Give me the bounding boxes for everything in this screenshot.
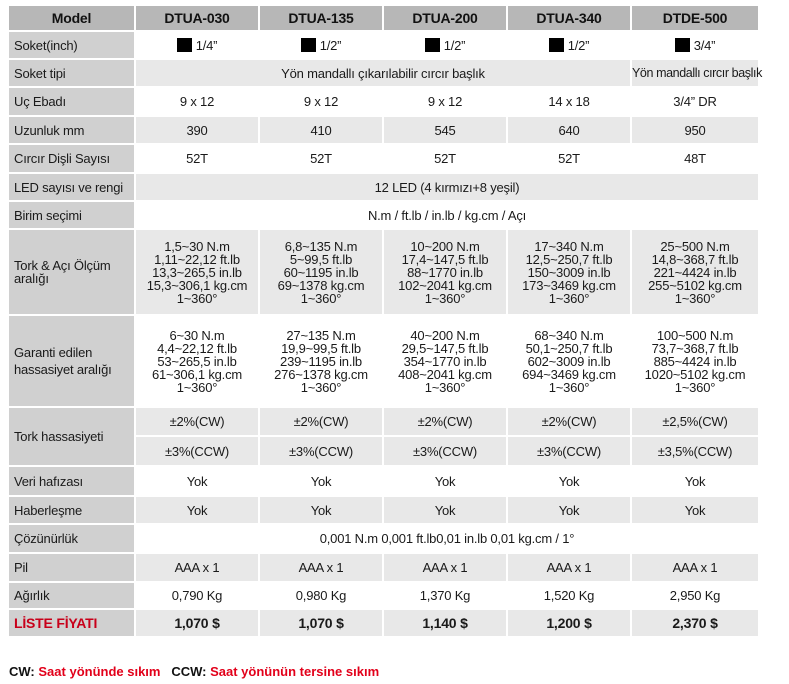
cell-value: 52T	[508, 145, 632, 174]
row-label: LED sayısı ve rengi	[9, 174, 136, 202]
price-value: 1,200 $	[508, 610, 632, 638]
cell-value: Yok	[136, 467, 260, 497]
row-soket-inch	[9, 32, 760, 60]
socket-size: 1/4”	[195, 38, 218, 53]
cell-value: Yok	[384, 467, 508, 497]
row-label: Tork hassasiyeti	[9, 408, 136, 467]
row-olcum	[9, 230, 760, 316]
row-haber	[9, 497, 760, 525]
cell-value: ±3%(CCW)	[260, 437, 384, 467]
row-birim	[9, 202, 760, 230]
row-fiyat	[9, 610, 760, 638]
row-cozunurluk	[9, 525, 760, 554]
cell-value: ±2%(CW)	[508, 408, 632, 437]
cell-value: 950	[632, 117, 760, 145]
price-value: 1,140 $	[384, 610, 508, 638]
range-cell: 27~135 N.m 19,9~99,5 ft.lb 239~1195 in.lb 276~1378 kg.cm 1~360°	[260, 316, 384, 408]
range-cell: 10~200 N.m 17,4~147,5 ft.lb 88~1770 in.lb 102~2041 kg.cm 1~360°	[384, 230, 508, 316]
socket-square-icon	[549, 38, 564, 52]
row-agirlik	[9, 583, 760, 610]
cell-value: Yok	[508, 497, 632, 525]
resolution-value: 0,001 N.m 0,001 ft.lb0,01 in.lb 0,01 kg.cm / 1°	[136, 525, 760, 554]
cell-value: ±3%(CCW)	[384, 437, 508, 467]
unit-value: N.m / ft.lb / in.lb / kg.cm / Açı	[136, 202, 760, 230]
row-label: Çözünürlük	[9, 525, 136, 554]
row-label: Uzunluk mm	[9, 117, 136, 145]
row-veri	[9, 467, 760, 497]
row-label: Pil	[9, 554, 136, 583]
legend	[9, 664, 379, 679]
cell-value: 9 x 12	[136, 88, 260, 117]
cell-value: 390	[136, 117, 260, 145]
spec-table	[9, 6, 760, 638]
row-label: Soket tipi	[9, 60, 136, 88]
row-label: Cırcır Dişli Sayısı	[9, 145, 136, 174]
cell-value: ±2,5%(CW)	[632, 408, 760, 437]
row-label: Garanti edilen	[14, 345, 93, 360]
row-label: Uç Ebadı	[9, 88, 136, 117]
legend-ccw-abbr: CCW:	[171, 664, 207, 679]
row-label: aralığı	[14, 271, 49, 286]
cell-value: 640	[508, 117, 632, 145]
cell-value: 0,980 Kg	[260, 583, 384, 610]
cell-value: 1,370 Kg	[384, 583, 508, 610]
model-header: Model	[9, 6, 136, 32]
cell-value: ±2%(CW)	[136, 408, 260, 437]
range-cell: 100~500 N.m 73,7~368,7 ft.lb 885~4424 in.lb 1020~5102 kg.cm 1~360°	[632, 316, 760, 408]
model-name: DTUA-030	[136, 6, 260, 32]
cell-value: AAA x 1	[632, 554, 760, 583]
cell-value: ±2%(CW)	[384, 408, 508, 437]
row-garanti	[9, 316, 760, 408]
legend-cw-text: Saat yönünde sıkım	[38, 664, 161, 679]
cell-value: ±3,5%(CCW)	[632, 437, 760, 467]
price-value: 2,370 $	[632, 610, 760, 638]
cell-value: AAA x 1	[136, 554, 260, 583]
range-cell: 68~340 N.m 50,1~250,7 ft.lb 602~3009 in.lb 694~3469 kg.cm 1~360°	[508, 316, 632, 408]
row-circir	[9, 145, 760, 174]
range-cell: 6,8~135 N.m 5~99,5 ft.lb 60~1195 in.lb 69~1378 kg.cm 1~360°	[260, 230, 384, 316]
row-tork-hass-cw	[9, 408, 760, 437]
socket-size: 3/4”	[693, 38, 716, 53]
model-name: DTUA-135	[260, 6, 384, 32]
legend-ccw-text: Saat yönünün tersine sıkım	[210, 664, 380, 679]
cell-value: Yok	[384, 497, 508, 525]
range-cell: 17~340 N.m 12,5~250,7 ft.lb 150~3009 in.lb 173~3469 kg.cm 1~360°	[508, 230, 632, 316]
cell-value: Yok	[136, 497, 260, 525]
socket-square-icon	[301, 38, 316, 52]
row-label: Haberleşme	[9, 497, 136, 525]
socket-type-value: Yön mandallı çıkarılabilir cırcır başlık	[136, 60, 632, 88]
cell-value: 48T	[632, 145, 760, 174]
cell-value: 0,790 Kg	[136, 583, 260, 610]
model-name: DTDE-500	[632, 6, 760, 32]
cell-value: 52T	[384, 145, 508, 174]
header-row	[9, 6, 760, 32]
cell-value: 9 x 12	[384, 88, 508, 117]
cell-value: 52T	[260, 145, 384, 174]
led-value: 12 LED (4 kırmızı+8 yeşil)	[136, 174, 760, 202]
cell-value: Yok	[260, 467, 384, 497]
cell-value: 545	[384, 117, 508, 145]
row-label: Ağırlık	[9, 583, 136, 610]
row-soket-tipi	[9, 60, 760, 88]
model-name: DTUA-200	[384, 6, 508, 32]
cell-value: 1,520 Kg	[508, 583, 632, 610]
range-cell: 6~30 N.m 4,4~22,12 ft.lb 53~265,5 in.lb 61~306,1 kg.cm 1~360°	[136, 316, 260, 408]
price-value: 1,070 $	[260, 610, 384, 638]
cell-value: ±3%(CCW)	[508, 437, 632, 467]
model-name: DTUA-340	[508, 6, 632, 32]
legend-cw-abbr: CW:	[9, 664, 35, 679]
row-uc-ebadi	[9, 88, 760, 117]
socket-size: 1/2”	[443, 38, 466, 53]
cell-value: ±2%(CW)	[260, 408, 384, 437]
row-label: Veri hafızası	[9, 467, 136, 497]
socket-type-value: Yön mandallı cırcır başlık	[632, 60, 760, 88]
range-cell: 40~200 N.m 29,5~147,5 ft.lb 354~1770 in.lb 408~2041 kg.cm 1~360°	[384, 316, 508, 408]
row-label: Birim seçimi	[9, 202, 136, 230]
price-value: 1,070 $	[136, 610, 260, 638]
row-led	[9, 174, 760, 202]
row-pil	[9, 554, 760, 583]
cell-value: AAA x 1	[260, 554, 384, 583]
row-label: LİSTE FİYATI	[9, 610, 136, 638]
row-label: hassasiyet aralığı	[14, 362, 112, 377]
socket-size: 1/2”	[567, 38, 590, 53]
cell-value: Yok	[508, 467, 632, 497]
range-cell: 25~500 N.m 14,8~368,7 ft.lb 221~4424 in.lb 255~5102 kg.cm 1~360°	[632, 230, 760, 316]
cell-value: ±3%(CCW)	[136, 437, 260, 467]
cell-value: Yok	[632, 467, 760, 497]
socket-square-icon	[177, 38, 192, 52]
row-label: Soket(inch)	[9, 32, 136, 60]
row-label: Tork & Açı Ölçüm	[14, 258, 111, 273]
cell-value: 2,950 Kg	[632, 583, 760, 610]
socket-square-icon	[675, 38, 690, 52]
cell-value: Yok	[632, 497, 760, 525]
row-uzunluk	[9, 117, 760, 145]
socket-square-icon	[425, 38, 440, 52]
cell-value: Yok	[260, 497, 384, 525]
cell-value: 52T	[136, 145, 260, 174]
cell-value: 9 x 12	[260, 88, 384, 117]
cell-value: 410	[260, 117, 384, 145]
range-cell: 1,5~30 N.m 1,11~22,12 ft.lb 13,3~265,5 in.lb 15,3~306,1 kg.cm 1~360°	[136, 230, 260, 316]
cell-value: AAA x 1	[384, 554, 508, 583]
cell-value: 14 x 18	[508, 88, 632, 117]
socket-size: 1/2”	[319, 38, 342, 53]
cell-value: AAA x 1	[508, 554, 632, 583]
cell-value: 3/4” DR	[632, 88, 760, 117]
